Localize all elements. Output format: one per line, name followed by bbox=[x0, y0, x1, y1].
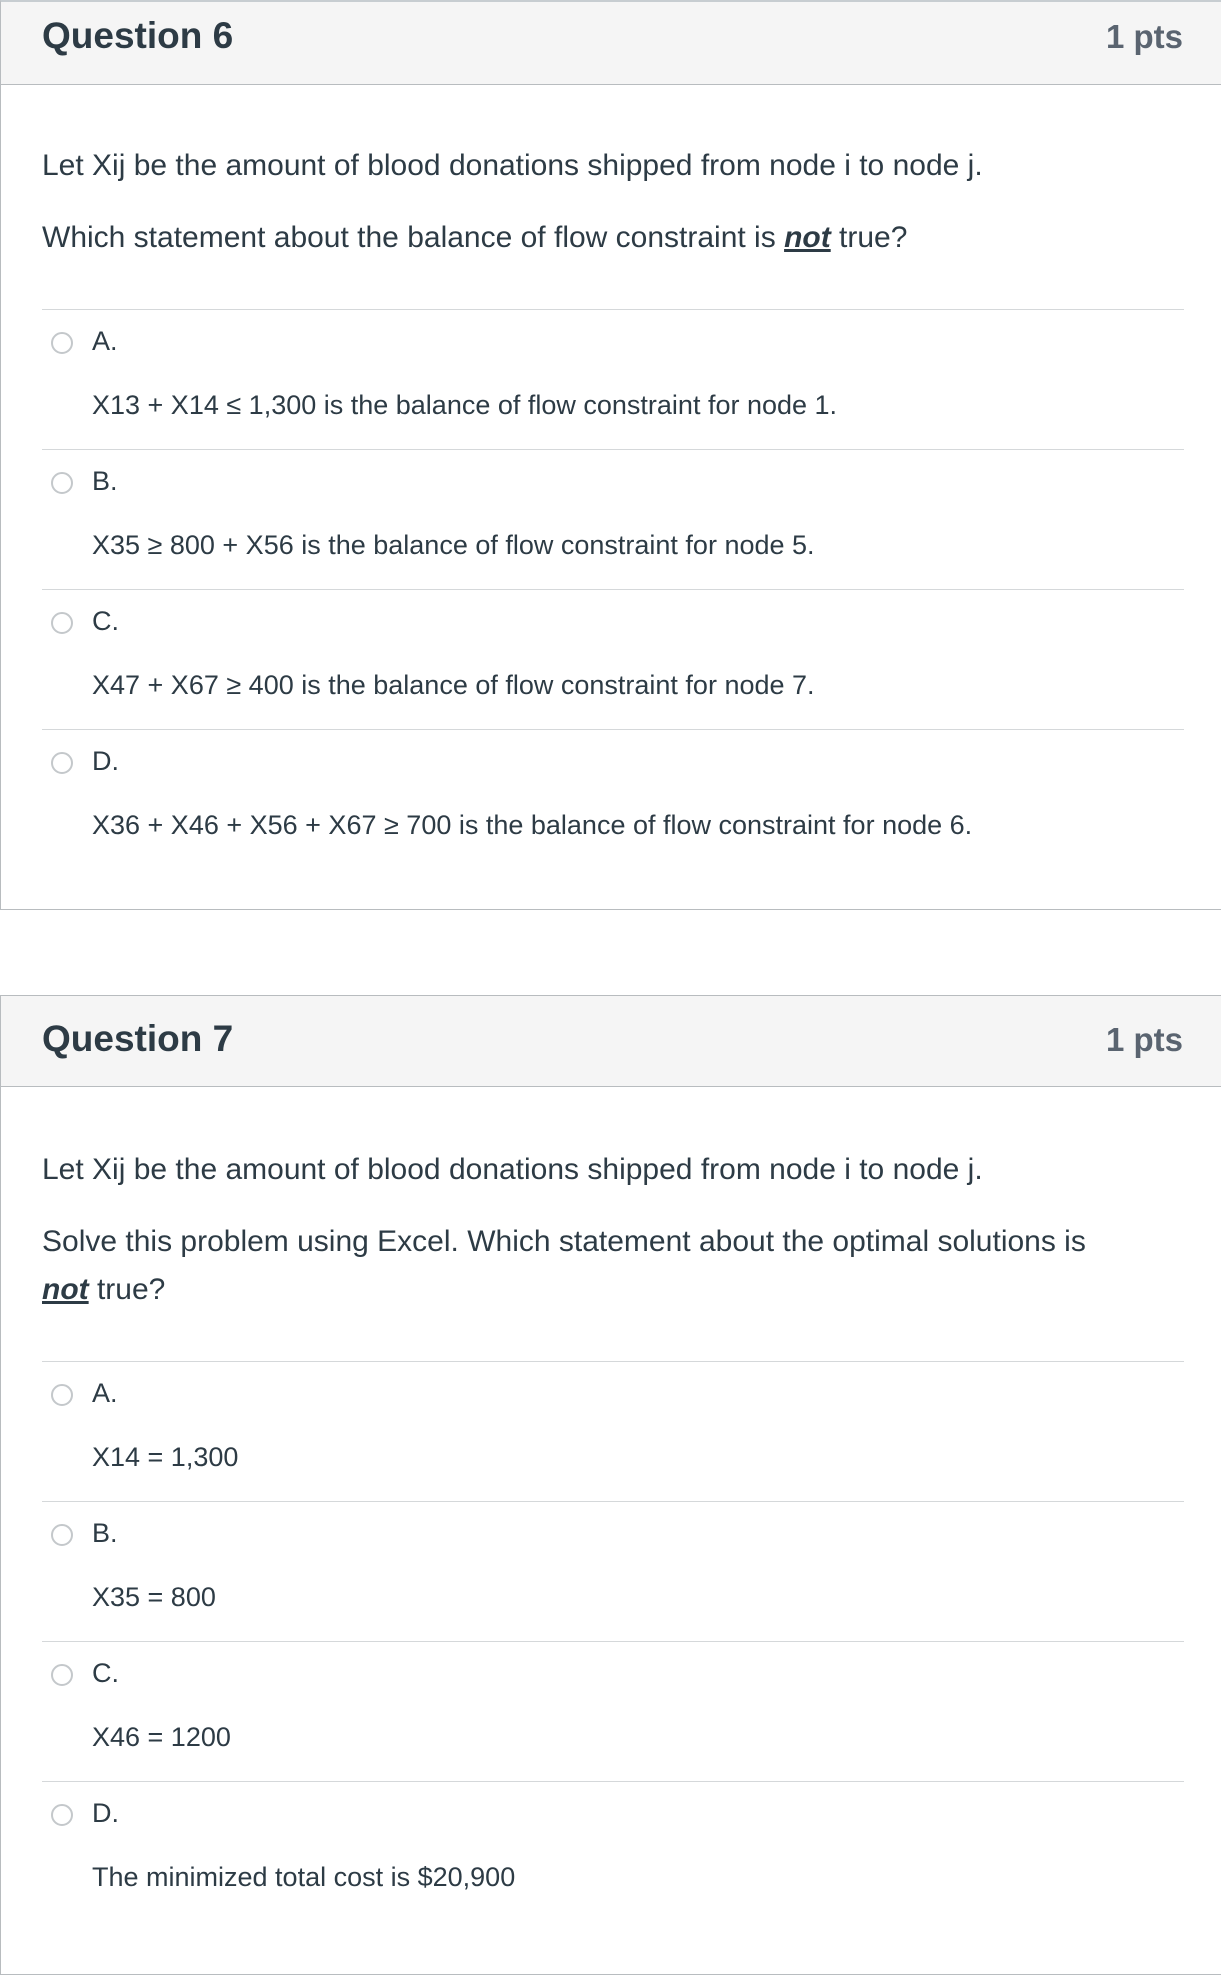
question-header bbox=[1, 996, 1221, 1087]
answer-text: X35 = 800 bbox=[92, 1582, 216, 1612]
question-text-part: true? bbox=[88, 1273, 166, 1306]
radio-button[interactable] bbox=[51, 1804, 73, 1826]
question-points: 1 pts bbox=[1105, 1021, 1183, 1058]
answer-letter: B. bbox=[92, 466, 118, 496]
answer-text: X13 + X14 ≤ 1,300 is the balance of flow constraint for node 1. bbox=[92, 390, 838, 420]
emphasis-not: not bbox=[784, 221, 831, 254]
question-text-part: Which statement about the balance of flow constraint is bbox=[42, 221, 785, 254]
question-7 bbox=[0, 995, 1221, 1975]
answer-letter: A. bbox=[92, 326, 118, 356]
answer-option-d[interactable] bbox=[42, 1781, 1184, 1921]
answer-option-c[interactable] bbox=[42, 1641, 1184, 1781]
answer-letter: C. bbox=[92, 606, 119, 636]
answer-letter: D. bbox=[92, 746, 119, 776]
question-text-line1: Let Xij be the amount of blood donations shipped from node i to node j. bbox=[42, 149, 983, 182]
question-text-part: Solve this problem using Excel. Which statement about the optimal solutions is bbox=[42, 1225, 1086, 1258]
question-header bbox=[1, 2, 1221, 85]
radio-button[interactable] bbox=[51, 612, 73, 634]
answer-text: X35 ≥ 800 + X56 is the balance of flow constraint for node 5. bbox=[92, 530, 815, 560]
answer-text: The minimized total cost is $20,900 bbox=[92, 1862, 516, 1892]
answer-letter: B. bbox=[92, 1518, 118, 1548]
answer-option-a[interactable] bbox=[42, 309, 1184, 449]
emphasis-not: not bbox=[42, 1273, 89, 1306]
answer-letter: C. bbox=[92, 1658, 119, 1688]
radio-button[interactable] bbox=[51, 752, 73, 774]
radio-button[interactable] bbox=[51, 472, 73, 494]
question-title: Question 6 bbox=[42, 15, 234, 56]
question-6 bbox=[0, 0, 1221, 910]
question-title: Question 7 bbox=[42, 1018, 234, 1059]
answer-text: X47 + X67 ≥ 400 is the balance of flow constraint for node 7. bbox=[92, 670, 815, 700]
radio-button[interactable] bbox=[51, 1524, 73, 1546]
question-text-line2 bbox=[42, 1218, 1192, 1314]
question-text-part: true? bbox=[830, 221, 908, 254]
answer-letter: D. bbox=[92, 1798, 119, 1828]
answer-option-b[interactable] bbox=[42, 449, 1184, 589]
answer-list bbox=[42, 1361, 1184, 1921]
answer-option-d[interactable] bbox=[42, 729, 1184, 869]
question-text-line2 bbox=[42, 214, 1191, 262]
question-text-line1: Let Xij be the amount of blood donations shipped from node i to node j. bbox=[42, 1153, 983, 1186]
radio-button[interactable] bbox=[51, 1384, 73, 1406]
radio-button[interactable] bbox=[51, 332, 73, 354]
answer-option-b[interactable] bbox=[42, 1501, 1184, 1641]
radio-button[interactable] bbox=[51, 1664, 73, 1686]
answer-letter: A. bbox=[92, 1378, 118, 1408]
answer-option-c[interactable] bbox=[42, 589, 1184, 729]
question-points: 1 pts bbox=[1105, 18, 1183, 55]
answer-list bbox=[42, 309, 1184, 869]
answer-text: X36 + X46 + X56 + X67 ≥ 700 is the balance of flow constraint for node 6. bbox=[92, 810, 973, 840]
answer-text: X14 = 1,300 bbox=[92, 1442, 239, 1472]
answer-option-a[interactable] bbox=[42, 1361, 1184, 1501]
answer-text: X46 = 1200 bbox=[92, 1722, 231, 1752]
